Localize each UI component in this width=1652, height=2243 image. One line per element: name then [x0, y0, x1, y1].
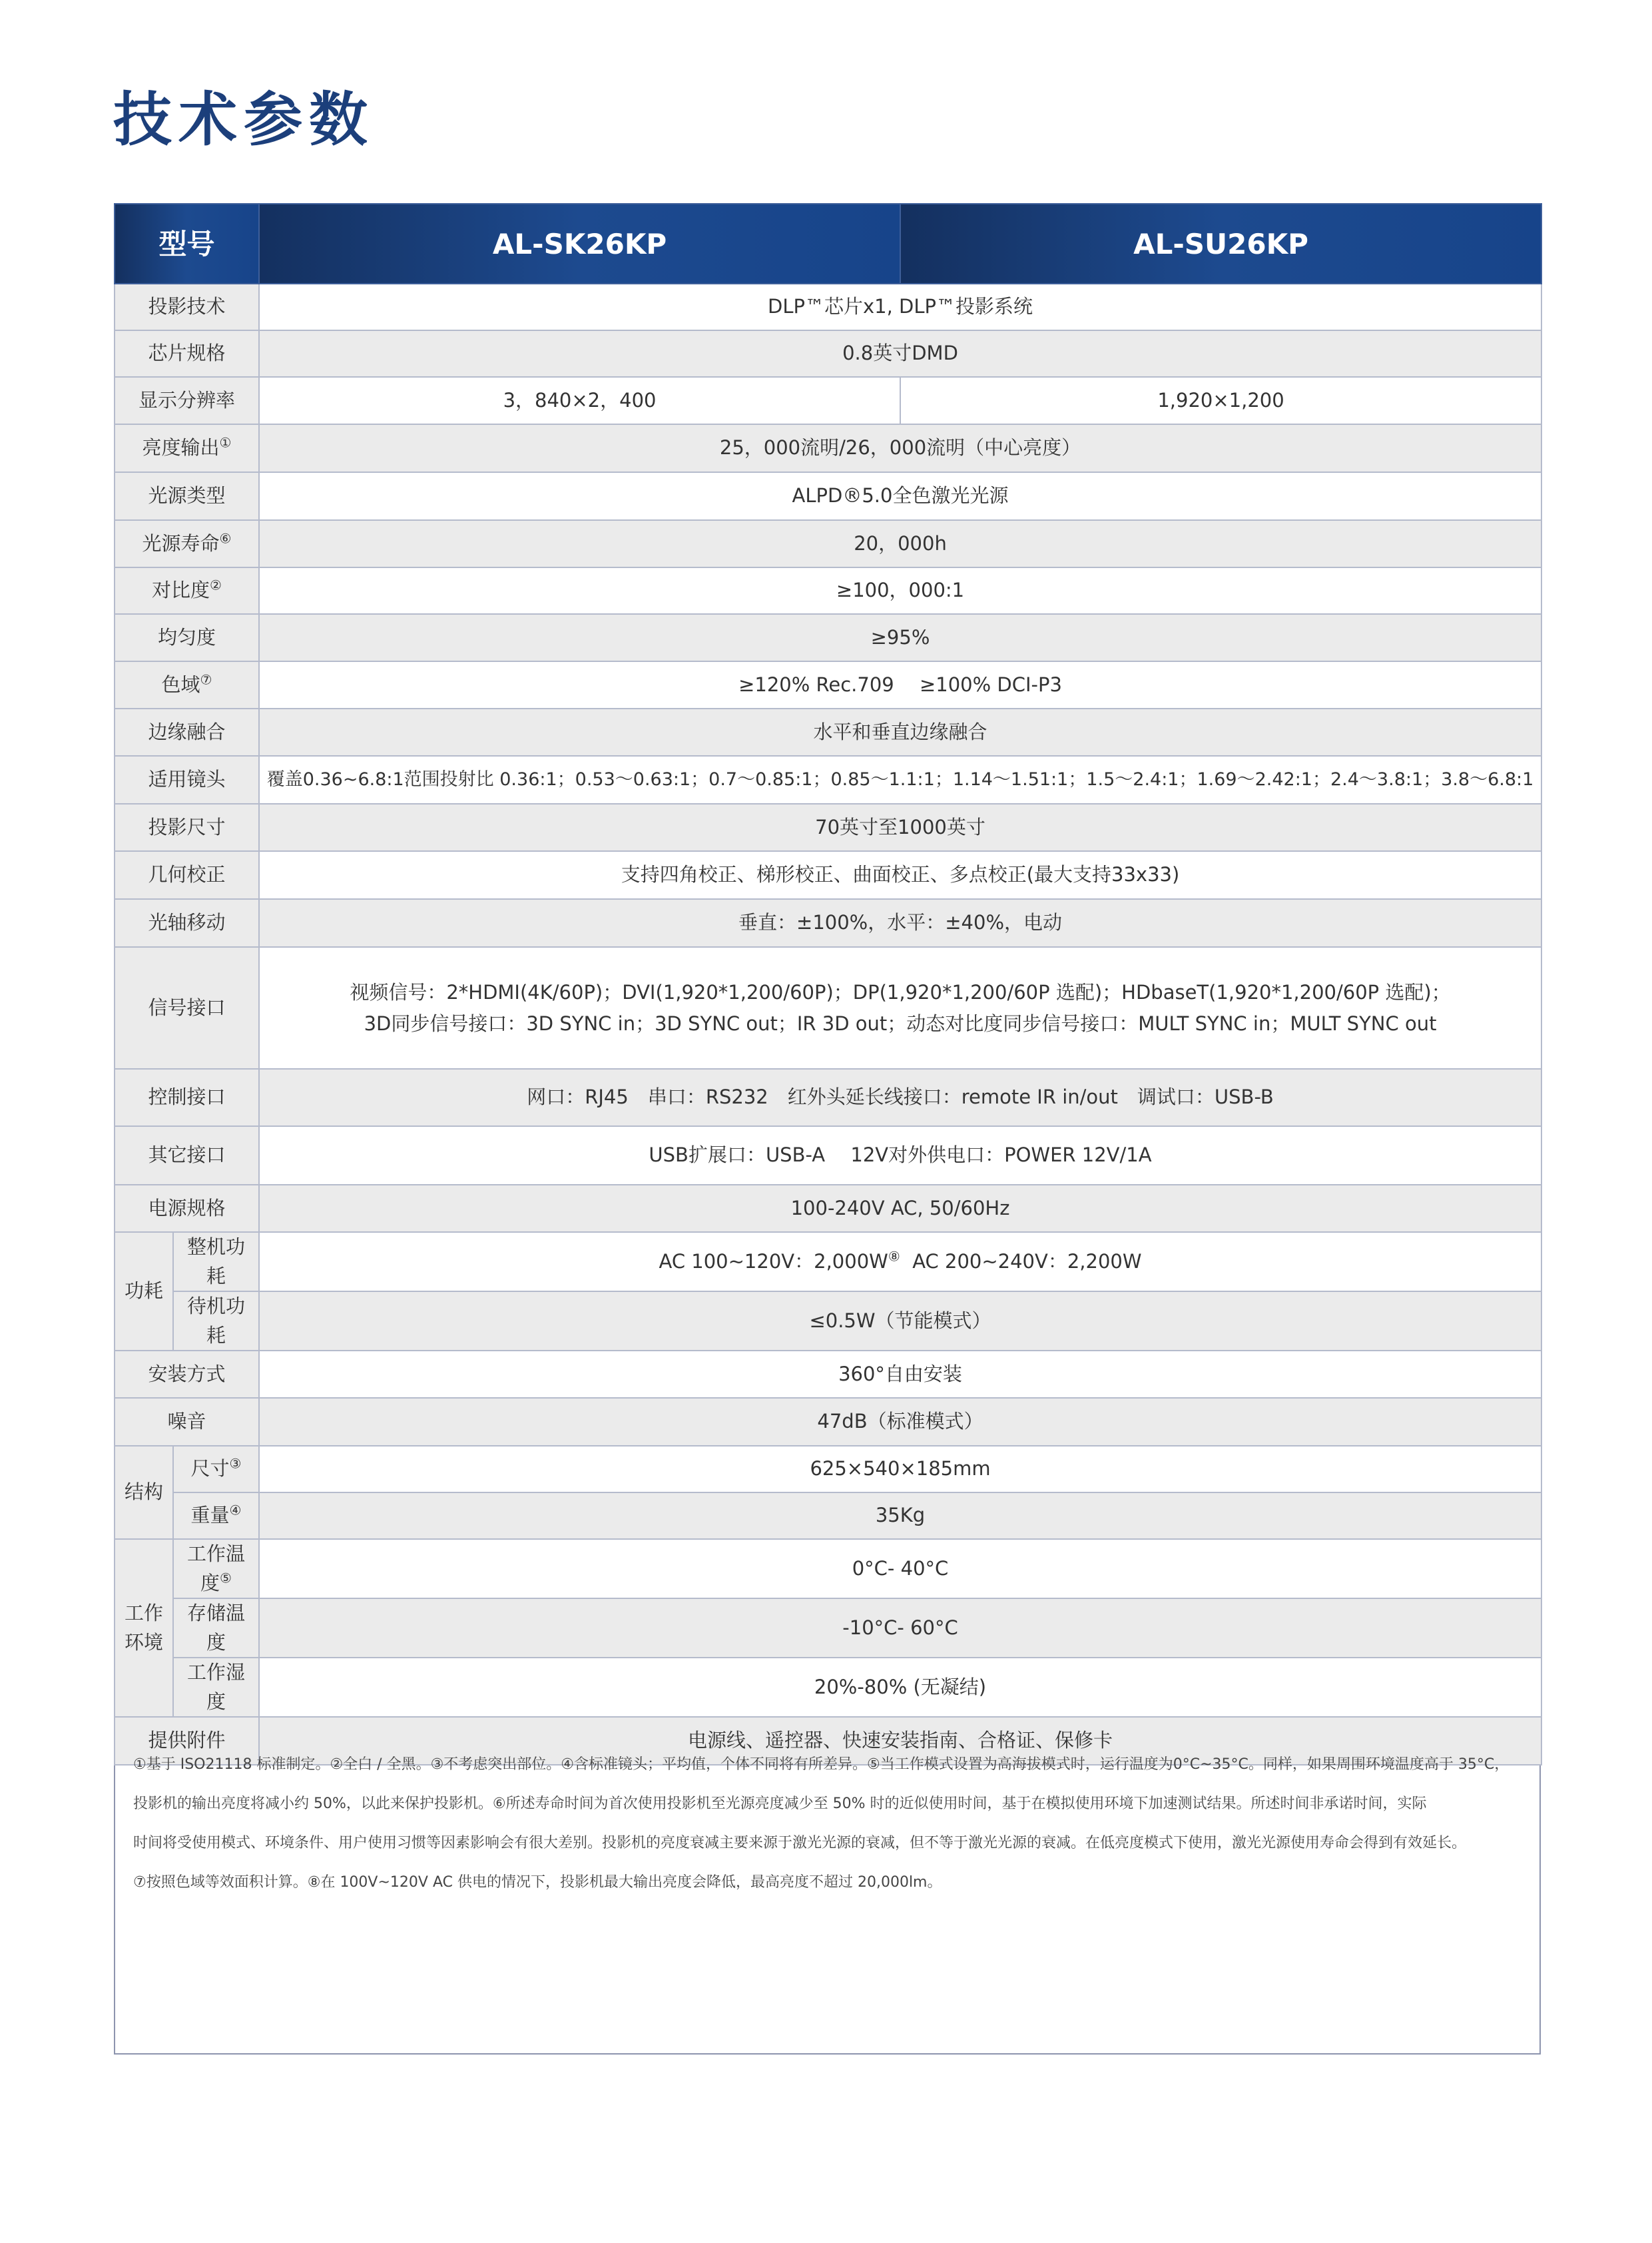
- table-row: [115, 899, 1541, 947]
- row-label: 适用镜头: [115, 756, 259, 804]
- footnote-mark: ⑦: [200, 671, 212, 688]
- table-row: [115, 709, 1541, 756]
- row-value: ALPD®5.0全色激光光源: [259, 472, 1541, 520]
- sub-label: 工作湿度: [173, 1658, 259, 1717]
- row-label: 控制接口: [115, 1069, 259, 1126]
- table-row: [115, 1446, 1541, 1492]
- row-label: 电源规格: [115, 1185, 259, 1232]
- row-label: 对比度: [152, 579, 210, 602]
- table-row: [115, 947, 1541, 1069]
- row-label: 噪音: [115, 1398, 259, 1446]
- table-row: [115, 284, 1541, 330]
- table-row: [115, 1398, 1541, 1446]
- table-row: [115, 614, 1541, 661]
- table-row: [115, 1658, 1541, 1717]
- table-row: [115, 1351, 1541, 1398]
- table-row: [115, 1069, 1541, 1126]
- row-value: 覆盖0.36~6.8:1范围投射比 0.36:1；0.53～0.63:1；0.7～0.85:1；0.85～1.1:1；1.14～1.51:1；1.5～2.4:1；1.69～2.42:1；2.4～3.8:1；3.8～6.8:1: [259, 756, 1541, 804]
- footnote-line: 时间将受使用模式、环境条件、用户使用习惯等因素影响会有很大差别。投影机的亮度衰减主要来源于激光光源的衰减，但不等于激光光源的衰减。在低亮度模式下使用，激光光源使用寿命会得到有效延长。: [133, 1835, 1467, 1851]
- row-value: 625×540×185mm: [259, 1446, 1541, 1492]
- row-value-model-1: 3，840×2，400: [259, 377, 900, 424]
- row-value: 垂直：±100%，水平：±40%，电动: [259, 899, 1541, 947]
- row-label: 投影尺寸: [115, 804, 259, 851]
- footnote-mark: ⑤: [220, 1569, 232, 1586]
- row-label: 边缘融合: [115, 709, 259, 756]
- row-label: 光轴移动: [115, 899, 259, 947]
- row-value: 0°C- 40°C: [259, 1539, 1541, 1598]
- footnote-mark: ④: [229, 1502, 242, 1518]
- row-label: 显示分辨率: [115, 377, 259, 424]
- row-value: 100-240V AC, 50/60Hz: [259, 1185, 1541, 1232]
- sub-label: 整机功耗: [173, 1232, 259, 1291]
- row-label: 色域: [161, 673, 200, 696]
- row-value: AC 100~120V：2,000W: [659, 1249, 888, 1273]
- group-label-structure: 结构: [115, 1446, 173, 1539]
- footnote-line: 投影机的输出亮度将减小约 50%，以此来保护投影机。⑥所述寿命时间为首次使用投影机至光源亮度减少至 50% 时的近似使用时间，基于在模拟使用环境下加速测试结果。所述时间非承诺时间，实际: [133, 1795, 1427, 1812]
- table-row: [115, 1185, 1541, 1232]
- table-row: [115, 567, 1541, 614]
- sub-label-cell: [173, 1446, 259, 1492]
- table-row: [115, 661, 1541, 709]
- table-row: [115, 472, 1541, 520]
- row-value: 20%-80% (无凝结): [259, 1658, 1541, 1717]
- table-row: [115, 851, 1541, 899]
- sub-label-cell: [173, 1539, 259, 1598]
- spec-table: [114, 203, 1542, 1765]
- table-row: [115, 1126, 1541, 1185]
- row-label: 投影技术: [115, 284, 259, 330]
- row-value: -10°C- 60°C: [259, 1598, 1541, 1658]
- row-value: 70英寸至1000英寸: [259, 804, 1541, 851]
- row-value: 35Kg: [259, 1492, 1541, 1539]
- row-value: USB扩展口：USB-A 12V对外供电口：POWER 12V/1A: [259, 1126, 1541, 1185]
- row-value: 电源线、遥控器、快速安装指南、合格证、保修卡: [259, 1717, 1541, 1765]
- table-row: [115, 377, 1541, 424]
- row-label-cell: [115, 520, 259, 567]
- sub-label: 存储温度: [173, 1598, 259, 1658]
- row-label: 芯片规格: [115, 330, 259, 377]
- table-row: [115, 1492, 1541, 1539]
- model-1-header: AL-SK26KP: [259, 204, 900, 284]
- row-label: 亮度输出: [142, 436, 220, 460]
- table-row: [115, 424, 1541, 472]
- table-row: [115, 756, 1541, 804]
- footnote-line: ⑦按照色域等效面积计算。⑧在 100V~120V AC 供电的情况下，投影机最大输出亮度会降低，最高亮度不超过 20,000lm。: [133, 1874, 942, 1891]
- row-value: ≥100，000:1: [259, 567, 1541, 614]
- table-row: [115, 1232, 1541, 1291]
- row-value: DLP™芯片x1, DLP™投影系统: [259, 284, 1541, 330]
- row-value: 水平和垂直边缘融合: [259, 709, 1541, 756]
- table-row: [115, 804, 1541, 851]
- row-value: 网口：RJ45 串口：RS232 红外头延长线接口：remote IR in/out 调试口：USB-B: [259, 1069, 1541, 1126]
- row-label: 安装方式: [115, 1351, 259, 1398]
- row-value: 25，000流明/26，000流明（中心亮度）: [259, 424, 1541, 472]
- row-value: 支持四角校正、梯形校正、曲面校正、多点校正(最大支持33x33): [259, 851, 1541, 899]
- row-value: ≥95%: [259, 614, 1541, 661]
- row-label-cell: [115, 424, 259, 472]
- row-value: AC 200~240V：2,200W: [912, 1249, 1142, 1273]
- group-label-power: 功耗: [115, 1232, 173, 1351]
- row-label: 均匀度: [115, 614, 259, 661]
- row-value-cell: [259, 1232, 1541, 1291]
- row-value: 0.8英寸DMD: [259, 330, 1541, 377]
- footnote-mark: ②: [210, 577, 222, 593]
- table-row: [115, 1539, 1541, 1598]
- row-label: 信号接口: [115, 947, 259, 1069]
- table-row: [115, 520, 1541, 567]
- row-value: ≥120% Rec.709 ≥100% DCI-P3: [259, 661, 1541, 709]
- row-label: 光源寿命: [142, 531, 220, 555]
- footnote-mark: ⑧: [888, 1248, 900, 1265]
- sub-label: 尺寸: [190, 1457, 230, 1480]
- row-label-cell: [115, 661, 259, 709]
- sub-label: 工作温度: [187, 1542, 246, 1594]
- model-2-header: AL-SU26KP: [900, 204, 1541, 284]
- row-value: 20，000h: [259, 520, 1541, 567]
- page-title: 技术参数: [113, 85, 375, 154]
- sub-label: 待机功耗: [173, 1291, 259, 1351]
- model-header: 型号: [115, 204, 259, 284]
- row-value: 47dB（标准模式）: [259, 1398, 1541, 1446]
- table-header-row: [115, 204, 1541, 284]
- row-label: 提供附件: [115, 1717, 259, 1765]
- group-label-environment: 工作 环境: [115, 1539, 173, 1717]
- table-row: [115, 330, 1541, 377]
- footnotes: [133, 1745, 1521, 1902]
- row-value: 视频信号：2*HDMI(4K/60P)；DVI(1,920*1,200/60P)；DP(1,920*1,200/60P 选配)；HDbaseT(1,920*1,200/60P 选配)； 3D同步信号接口：3D SYNC in；3D SYNC out；IR 3D out；动态对比度同步信号接口：MULT SYNC in；MULT SYNC out: [259, 947, 1541, 1069]
- row-value: ≤0.5W（节能模式）: [259, 1291, 1541, 1351]
- footnote-line: ①基于 ISO21118 标准制定。②全白 / 全黑。③不考虑突出部位。④含标准镜头；平均值，个体不同将有所差异。⑤当工作模式设置为高海拔模式时，运行温度为0°C~35°C。同样，如果周围环境温度高于 35°C，: [133, 1756, 1510, 1773]
- table-row: [115, 1291, 1541, 1351]
- footnote-mark: ①: [219, 434, 232, 451]
- footnote-mark: ⑥: [219, 530, 232, 547]
- row-value-model-2: 1,920×1,200: [900, 377, 1541, 424]
- sub-label-cell: [173, 1492, 259, 1539]
- footnote-mark: ③: [229, 1455, 242, 1472]
- row-label: 其它接口: [115, 1126, 259, 1185]
- row-value: 360°自由安装: [259, 1351, 1541, 1398]
- row-label: 几何校正: [115, 851, 259, 899]
- table-row: [115, 1598, 1541, 1658]
- sub-label: 重量: [190, 1504, 230, 1527]
- row-label: 光源类型: [115, 472, 259, 520]
- row-label-cell: [115, 567, 259, 614]
